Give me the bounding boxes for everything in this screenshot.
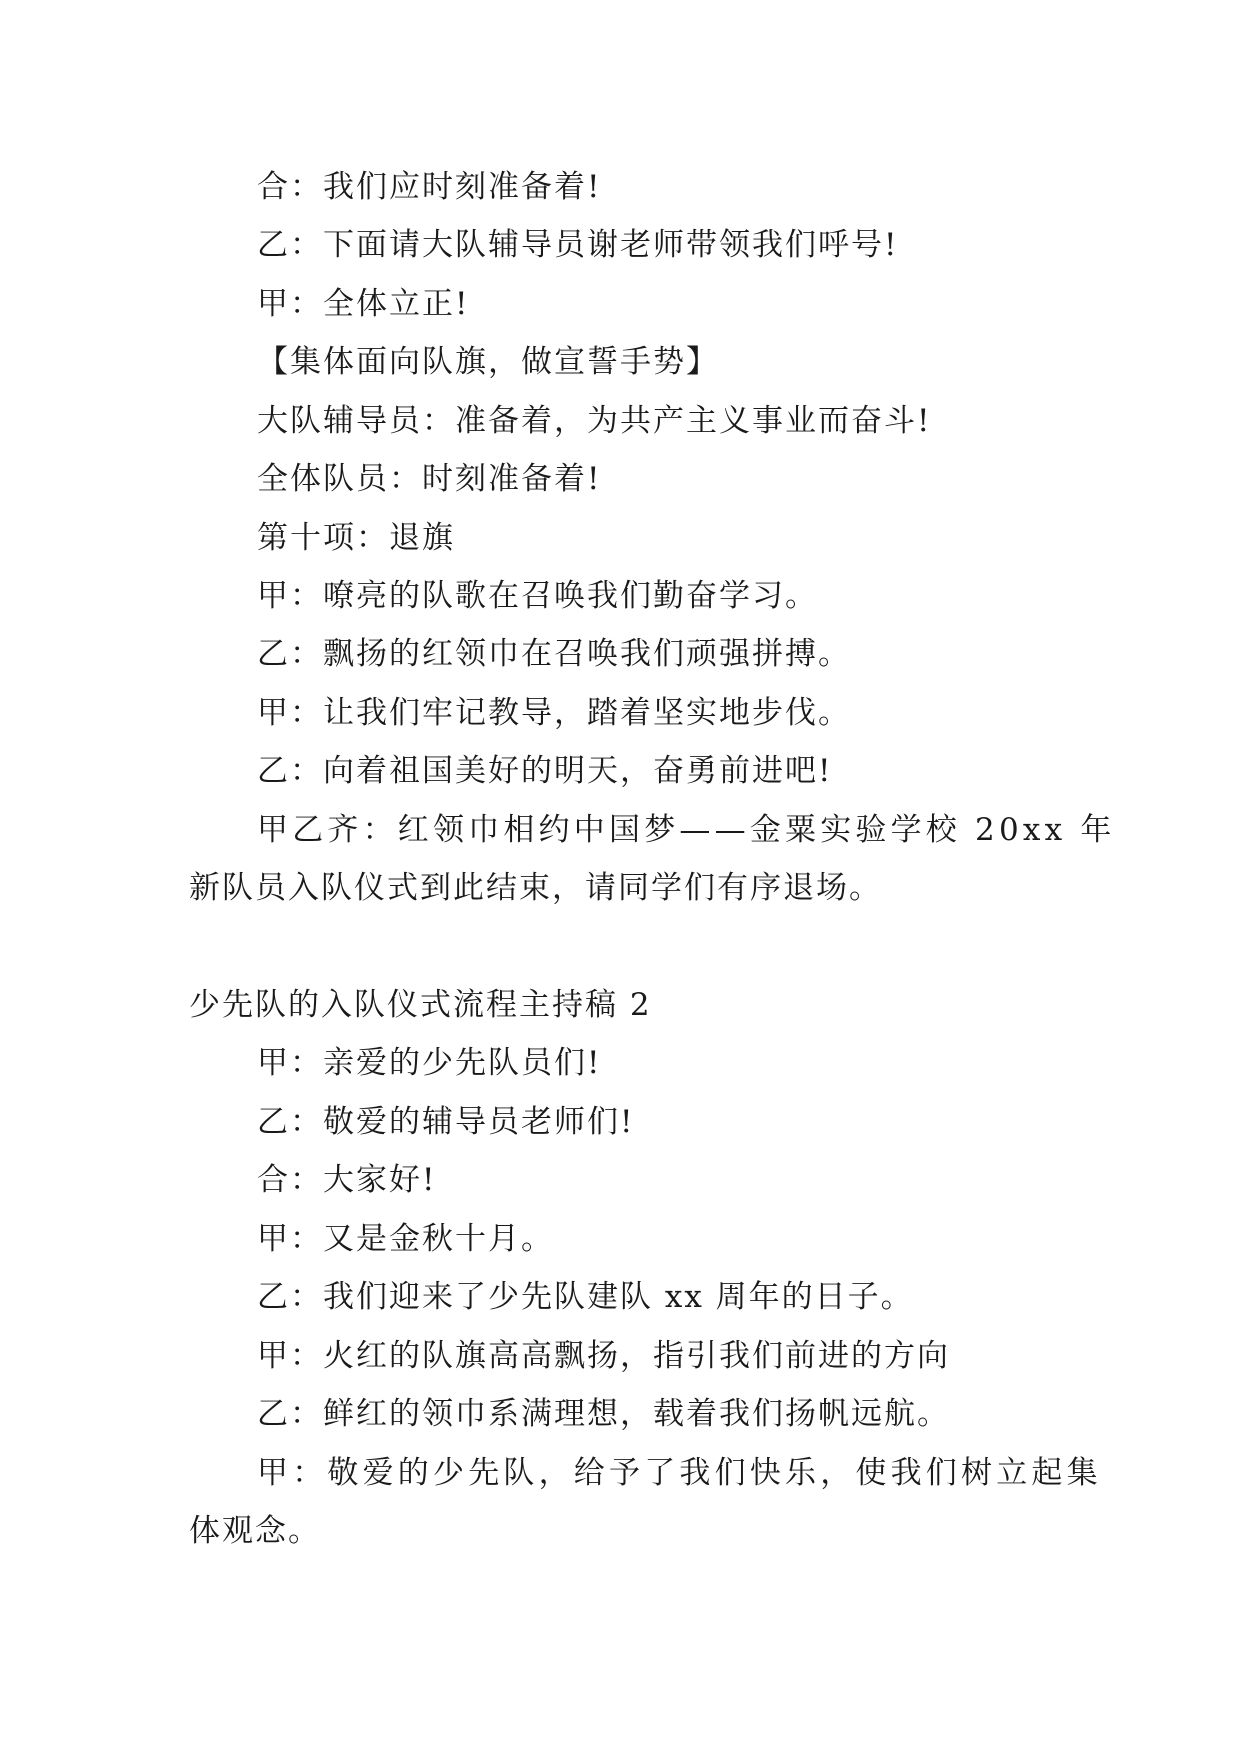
dialogue-line: 乙：我们迎来了少先队建队 xx 周年的日子。 <box>257 1279 914 1315</box>
closing-line: 甲：敬爱的少先队，给予了我们快乐，使我们树立起集 <box>257 1455 1102 1491</box>
dialogue-line: 甲：火红的队旗高高飘扬，指引我们前进的方向 <box>257 1338 950 1374</box>
dialogue-line: 乙：鲜红的领巾系满理想，载着我们扬帆远航。 <box>257 1396 950 1432</box>
closing-line-continued: 新队员入队仪式到此结束，请同学们有序退场。 <box>189 870 882 906</box>
dialogue-line: 甲：嘹亮的队歌在召唤我们勤奋学习。 <box>257 578 818 614</box>
dialogue-line: 全体队员：时刻准备着! <box>257 461 602 497</box>
dialogue-line: 合：大家好! <box>257 1162 437 1198</box>
program-item: 第十项：退旗 <box>257 520 455 556</box>
dialogue-line: 乙：敬爱的辅导员老师们! <box>257 1104 635 1140</box>
closing-line-continued: 体观念。 <box>189 1513 321 1549</box>
dialogue-line: 乙：下面请大队辅导员谢老师带领我们呼号! <box>257 227 899 263</box>
dialogue-line: 甲：又是金秋十月。 <box>257 1221 554 1257</box>
stage-direction: 【集体面向队旗，做宣誓手势】 <box>257 344 719 380</box>
closing-line: 甲乙齐：红领巾相约中国梦——金粟实验学校 20xx 年 <box>257 812 1116 848</box>
dialogue-line: 甲：亲爱的少先队员们! <box>257 1045 602 1081</box>
dialogue-line: 乙：飘扬的红领巾在召唤我们顽强拼搏。 <box>257 636 851 672</box>
dialogue-line: 甲：全体立正! <box>257 286 470 322</box>
dialogue-line: 大队辅导员：准备着，为共产主义事业而奋斗! <box>257 403 932 439</box>
dialogue-line: 合：我们应时刻准备着! <box>257 169 602 205</box>
dialogue-line: 甲：让我们牢记教导，踏着坚实地步伐。 <box>257 695 851 731</box>
section-title: 少先队的入队仪式流程主持稿 2 <box>189 987 652 1023</box>
dialogue-line: 乙：向着祖国美好的明天，奋勇前进吧! <box>257 753 833 789</box>
